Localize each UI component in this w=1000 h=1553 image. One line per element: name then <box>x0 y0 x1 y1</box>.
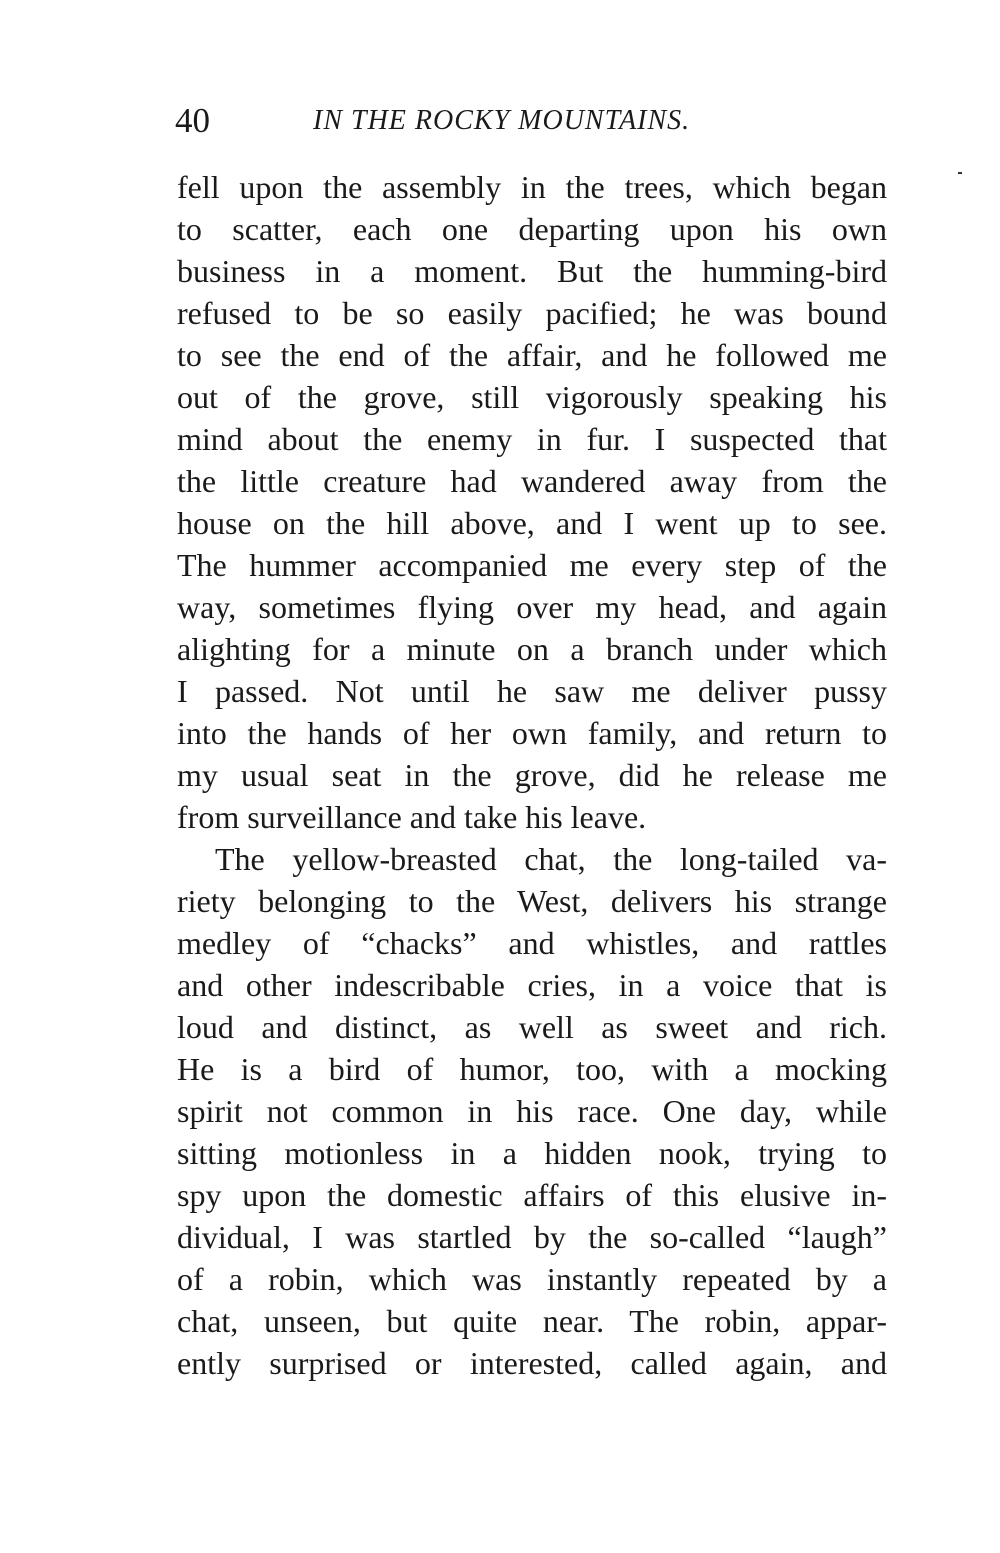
text-line: out of the grove, still vigorously speaking his <box>177 379 887 415</box>
text-line: business in a moment. But the humming-bird <box>177 253 887 289</box>
text-line: I passed. Not until he saw me deliver pussy <box>177 673 887 709</box>
text-line: mind about the enemy in fur. I suspected that <box>177 421 887 457</box>
text-line: riety belonging to the West, delivers his strange <box>177 883 887 919</box>
text-line: alighting for a minute on a branch under which <box>177 631 887 667</box>
text-line: and other indescribable cries, in a voice that is <box>177 967 887 1003</box>
text-line: fell upon the assembly in the trees, which began <box>177 169 887 205</box>
text-line: spirit not common in his race. One day, while <box>177 1093 887 1129</box>
text-line: loud and distinct, as well as sweet and rich. <box>177 1009 887 1045</box>
text-line: to see the end of the affair, and he followed me <box>177 337 887 373</box>
text-line: house on the hill above, and I went up to see. <box>177 505 887 541</box>
text-line: the little creature had wandered away from the <box>177 463 887 499</box>
text-line: medley of “chacks” and whistles, and rattles <box>177 925 887 961</box>
text-line: chat, unseen, but quite near. The robin, appar- <box>177 1303 887 1339</box>
body-text <box>177 166 887 1384</box>
text-line: my usual seat in the grove, did he release me <box>177 757 887 793</box>
text-line: way, sometimes flying over my head, and again <box>177 589 887 625</box>
text-line: from surveillance and take his leave. <box>177 799 647 835</box>
text-line: refused to be so easily pacified; he was bound <box>177 295 887 331</box>
page-number: 40 <box>175 101 210 140</box>
text-line: The hummer accompanied me every step of the <box>177 547 887 583</box>
page-header <box>175 96 895 146</box>
text-line: ently surprised or interested, called again, and <box>177 1345 887 1381</box>
text-line: into the hands of her own family, and return to <box>177 715 887 751</box>
text-line: spy upon the domestic affairs of this elusive in- <box>177 1177 887 1213</box>
text-line: The yellow-breasted chat, the long-tailed va- <box>215 841 887 877</box>
text-line: dividual, I was startled by the so-called “laugh” <box>177 1219 887 1255</box>
text-line: He is a bird of humor, too, with a mocking <box>177 1051 887 1087</box>
running-title: IN THE ROCKY MOUNTAINS. <box>313 105 691 136</box>
text-line: to scatter, each one departing upon his own <box>177 211 887 247</box>
text-line: of a robin, which was instantly repeated by a <box>177 1261 887 1297</box>
print-speck <box>958 172 962 174</box>
text-line: sitting motionless in a hidden nook, trying to <box>177 1135 887 1171</box>
